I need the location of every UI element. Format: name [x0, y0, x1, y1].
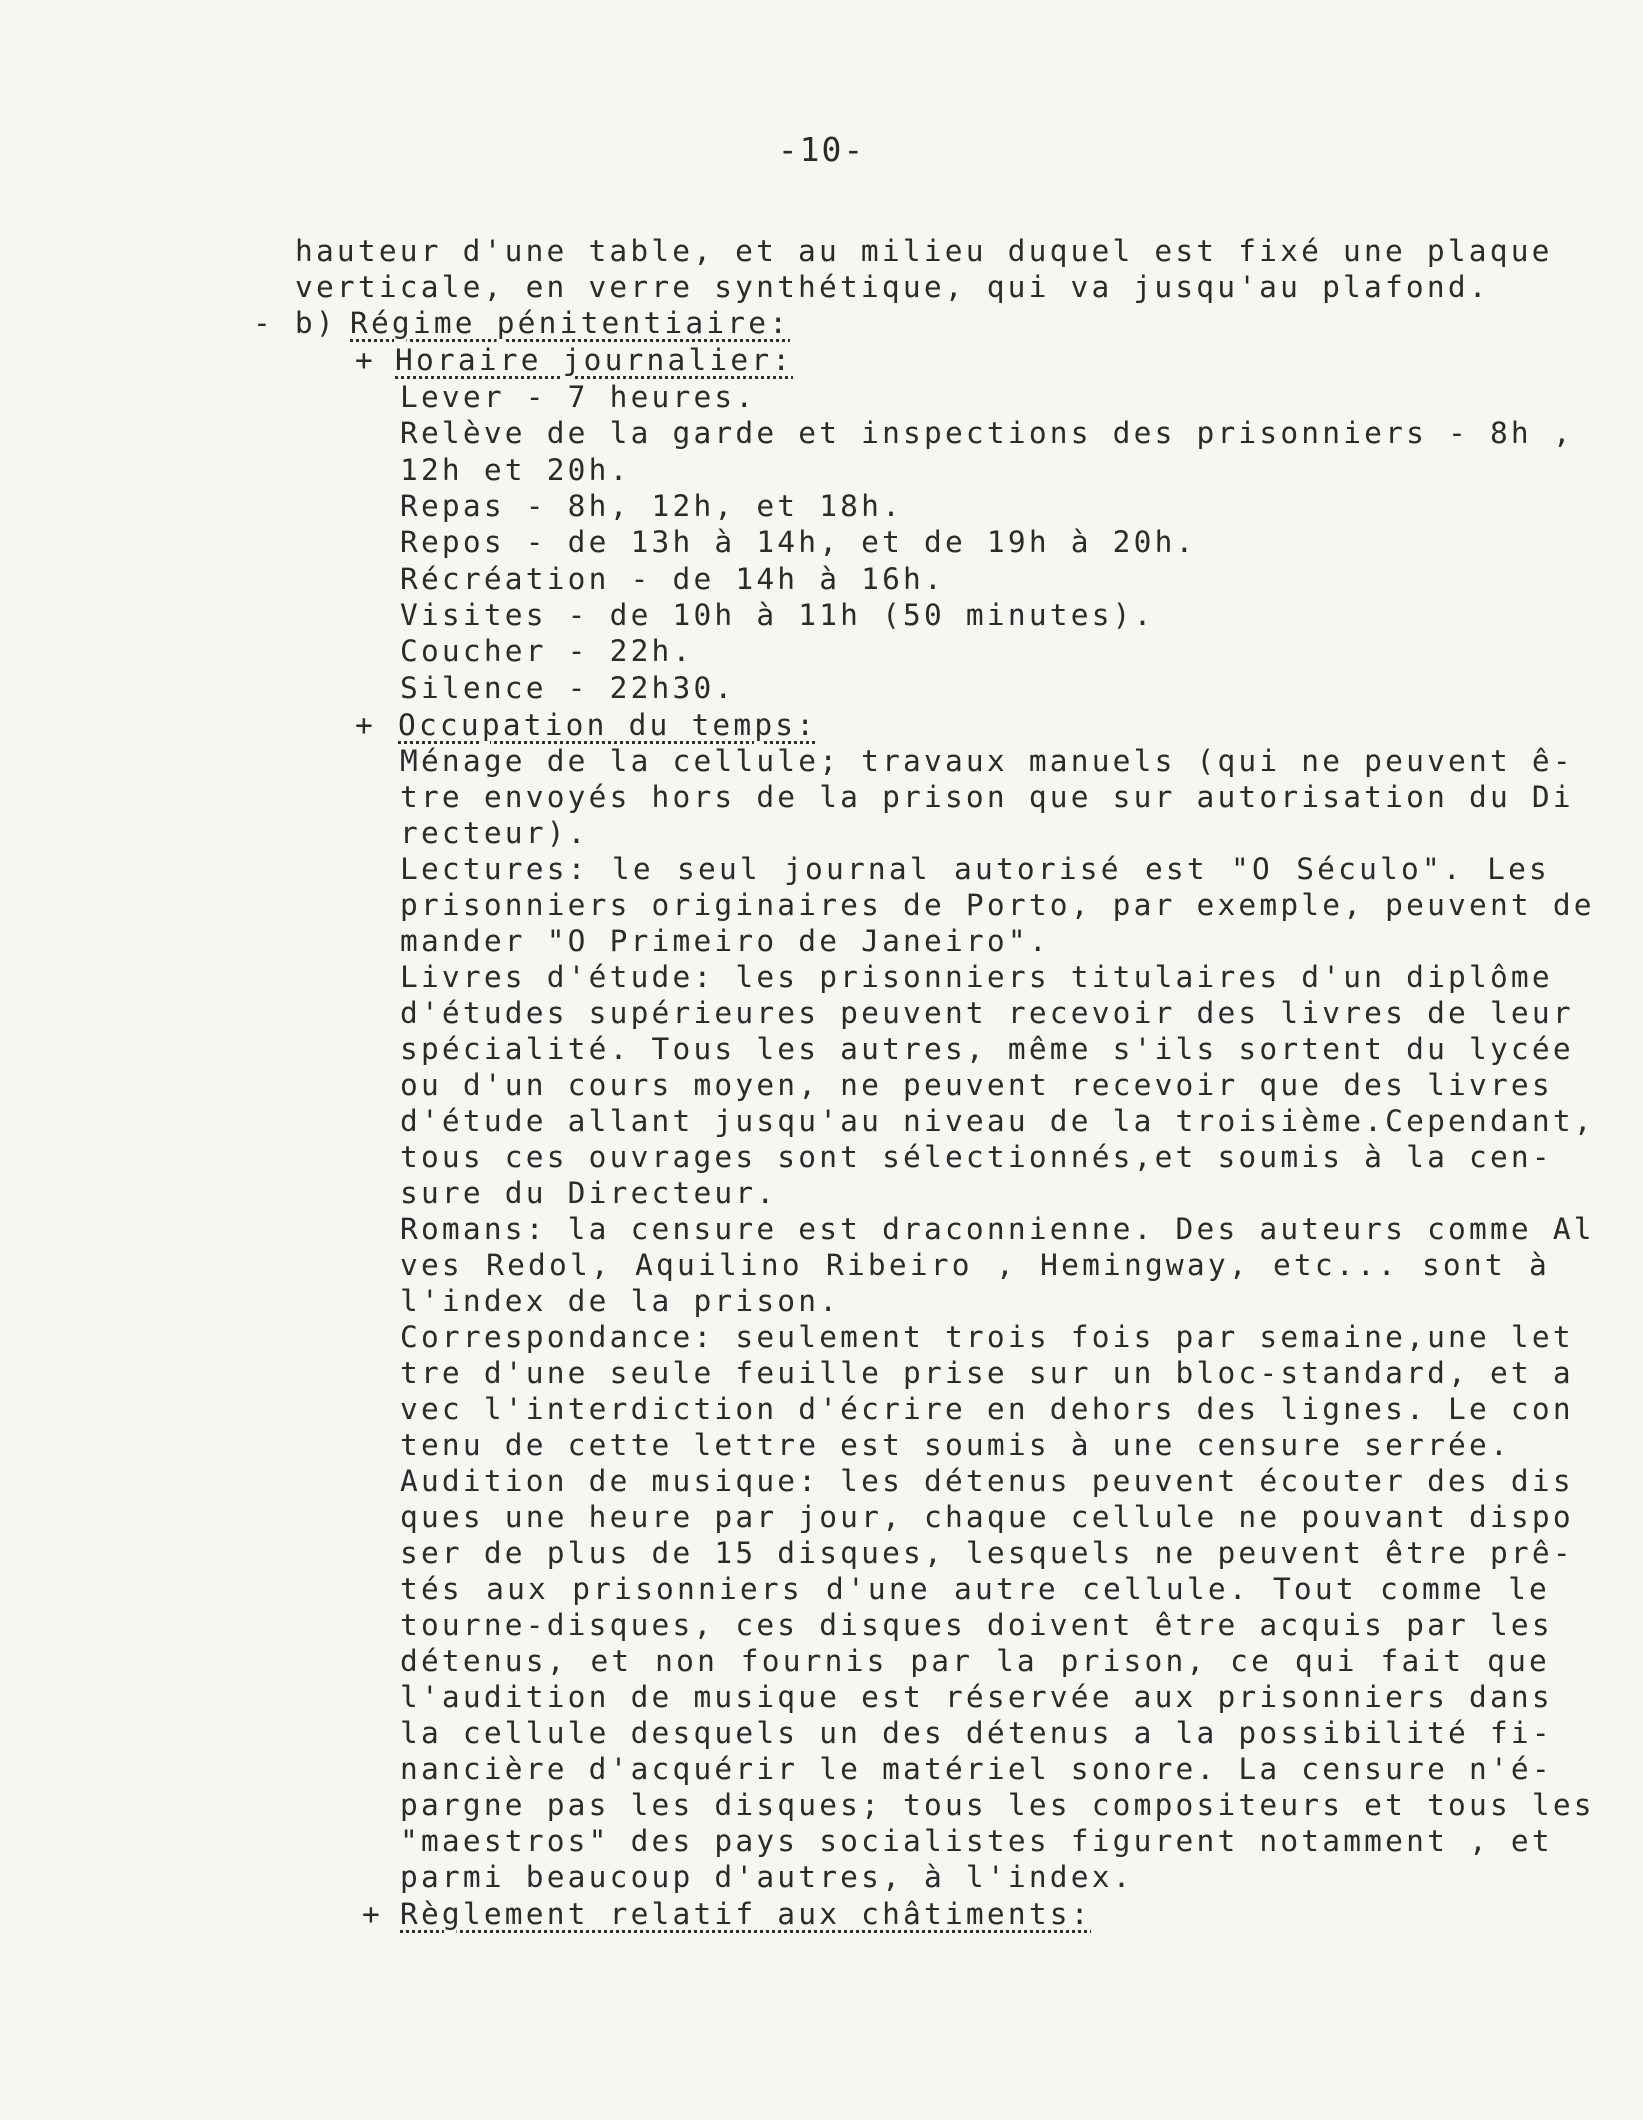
text-line: détenus, et non fournis par la prison, ce qui fait que	[400, 1644, 1550, 1678]
reglement-title: Règlement relatif aux châtiments:	[400, 1897, 1092, 1931]
schedule-line: Coucher - 22h.	[400, 634, 694, 668]
text-line: d'études supérieures peuvent recevoir des livres de leur	[400, 996, 1574, 1030]
text-line: ques une heure par jour, chaque cellule ne pouvant dispo	[400, 1500, 1574, 1534]
occupation-marker: +	[355, 708, 373, 742]
text-line: Romans: la censure est draconnienne. Des auteurs comme Al	[400, 1212, 1595, 1246]
text-line: tenu de cette lettre est soumis à une censure serrée.	[400, 1428, 1511, 1462]
text-line: ou d'un cours moyen, ne peuvent recevoir que des livres	[400, 1068, 1553, 1102]
text-line: la cellule desquels un des détenus a la possibilité fi-	[400, 1716, 1553, 1750]
schedule-line: Silence - 22h30.	[400, 671, 736, 705]
text-line: spécialité. Tous les autres, même s'ils sortent du lycée	[400, 1032, 1574, 1066]
text-line: d'étude allant jusqu'au niveau de la troisième.Cependant,	[400, 1104, 1595, 1138]
schedule-line: Lever - 7 heures.	[400, 380, 757, 414]
schedule-line: Relève de la garde et inspections des prisonniers - 8h ,	[400, 416, 1574, 450]
text-line: vec l'interdiction d'écrire en dehors des lignes. Le con	[400, 1392, 1574, 1426]
body-line: verticale, en verre synthétique, qui va jusqu'au plafond.	[295, 270, 1490, 304]
text-line: Lectures: le seul journal autorisé est "O Século". Les	[400, 852, 1550, 886]
section-b-prefix: - b)	[253, 306, 337, 340]
text-line: nancière d'acquérir le matériel sonore. La censure n'é-	[400, 1752, 1553, 1786]
section-b-title: Régime pénitentiaire:	[350, 306, 791, 340]
text-line: Audition de musique: les détenus peuvent écouter des dis	[400, 1464, 1574, 1498]
text-line: parmi beaucoup d'autres, à l'index.	[400, 1860, 1134, 1894]
text-line: recteur).	[400, 816, 589, 850]
text-line: sure du Directeur.	[400, 1176, 778, 1210]
text-line: Ménage de la cellule; travaux manuels (qui ne peuvent ê-	[400, 744, 1574, 778]
text-line: pargne pas les disques; tous les compositeurs et tous les	[400, 1788, 1595, 1822]
text-line: prisonniers originaires de Porto, par exemple, peuvent de	[400, 888, 1595, 922]
schedule-line: 12h et 20h.	[400, 453, 631, 487]
text-line: tourne-disques, ces disques doivent être acquis par les	[400, 1608, 1553, 1642]
body-line: hauteur d'une table, et au milieu duquel est fixé une plaque	[295, 234, 1553, 268]
schedule-line: Repas - 8h, 12h, et 18h.	[400, 489, 904, 523]
text-line: Correspondance: seulement trois fois par semaine,une let	[400, 1320, 1574, 1354]
text-line: tre d'une seule feuille prise sur un bloc-standard, et a	[400, 1356, 1574, 1390]
horaire-marker: +	[355, 343, 373, 377]
schedule-line: Visites - de 10h à 11h (50 minutes).	[400, 598, 1155, 632]
text-line: tés aux prisonniers d'une autre cellule. Tout comme le	[400, 1572, 1550, 1606]
text-line: l'audition de musique est réservée aux prisonniers dans	[400, 1680, 1553, 1714]
schedule-line: Récréation - de 14h à 16h.	[400, 562, 945, 596]
text-line: tous ces ouvrages sont sélectionnés,et soumis à la cen-	[400, 1140, 1553, 1174]
text-line: ser de plus de 15 disques, lesquels ne peuvent être prê-	[400, 1536, 1574, 1570]
horaire-title: Horaire journalier:	[395, 343, 794, 377]
text-line: mander "O Primeiro de Janeiro".	[400, 924, 1050, 958]
reglement-marker: +	[362, 1897, 380, 1931]
text-line: ves Redol, Aquilino Ribeiro , Hemingway, etc... sont à	[400, 1248, 1550, 1282]
text-line: Livres d'étude: les prisonniers titulaires d'un diplôme	[400, 960, 1553, 994]
page-number: -10-	[777, 130, 866, 169]
text-line: l'index de la prison.	[400, 1284, 841, 1318]
text-line: tre envoyés hors de la prison que sur autorisation du Di	[400, 780, 1574, 814]
schedule-line: Repos - de 13h à 14h, et de 19h à 20h.	[400, 525, 1197, 559]
occupation-title: Occupation du temps:	[398, 708, 818, 742]
text-line: "maestros" des pays socialistes figurent notamment , et	[400, 1824, 1553, 1858]
